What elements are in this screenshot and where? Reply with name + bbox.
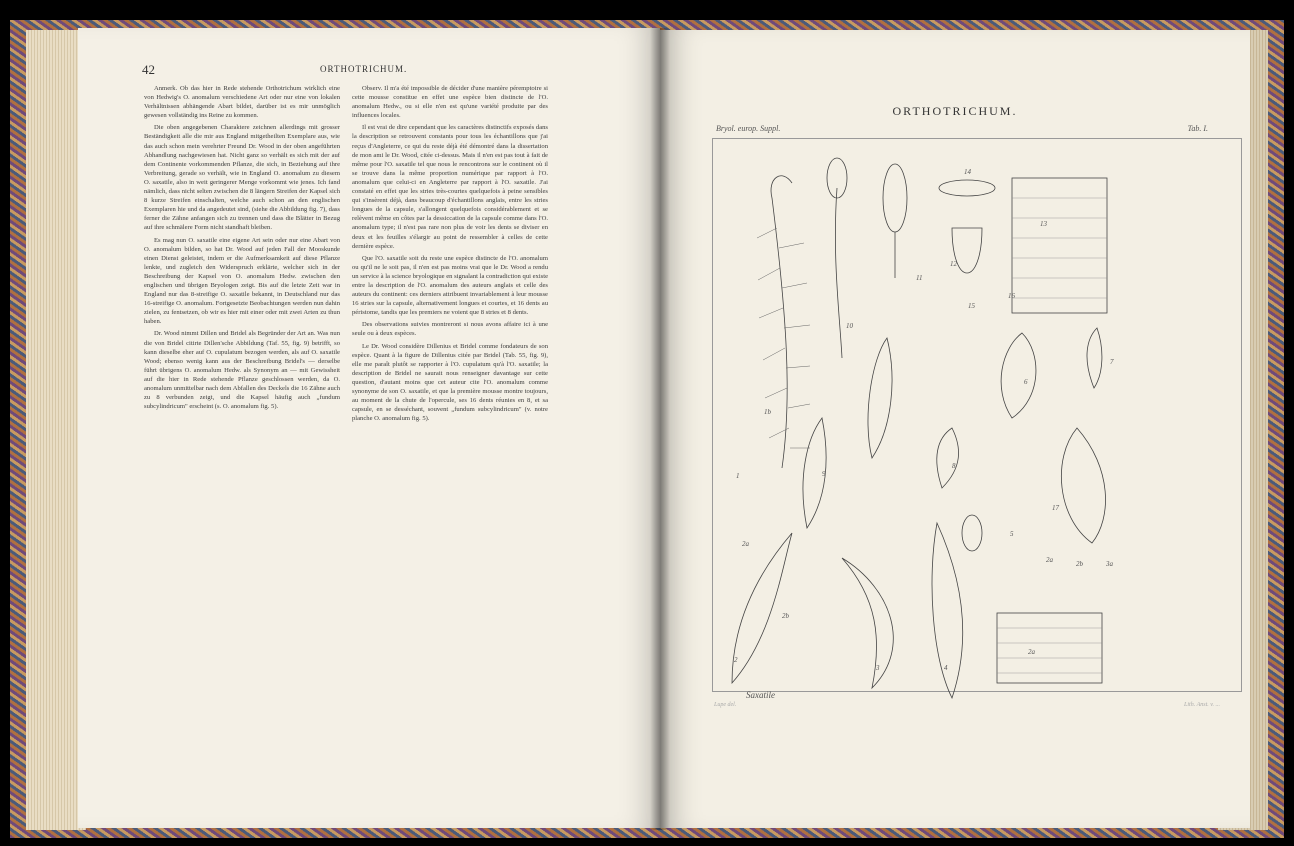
paragraph: Il est vrai de dire cependant que les caractères distinctifs exposés dans la description se retrouvent constants pour tous les échantillons que j'ai reçus d'Angleterre, ce qui du reste déjà été démontré dans la dissertation de mon ami le Dr. Wood, citée ci-dessus. Mais il n'en est pas tout à fait de même pour l'O. saxatile tel que nous le rencontrons sur le continent où il se trouve dans la même proportion numérique par rapport à l'O. anomalum que celui-ci en Angleterre par rapport à l'O. saxatile. J'ai constaté en effet que les stries très-courtes quelquefois à peine sensibles qui s'insèrent déjà, dans beaucoup d'échantillons anglais, entre les stries longues de la capsule, s'allongent quelquefois considérablement et se relèvent même en côtes par la dessiccation de la capsule comme dans l'O. anomalum type; il n'est pas rare non plus de voir les dents se diviser en deux et les feuilles s'élargir au point de ressembler à celles de cette dernière espèce. bbox=[352, 124, 548, 250]
figure-number: 3 bbox=[876, 664, 880, 672]
figure-number: 2a bbox=[742, 540, 749, 548]
german-column bbox=[144, 84, 340, 414]
figure-number: 1b bbox=[764, 408, 771, 416]
running-head: ORTHOTRICHUM. bbox=[320, 64, 408, 74]
figure-number: 2b bbox=[1076, 560, 1083, 568]
fruiting-plant-drawing bbox=[835, 188, 842, 358]
paragraph: Le Dr. Wood considère Dillenius et Bridel comme fondateurs de son espèce. Quant à la figure de Dillenius citée par Bridel (Tab. 55, fig. 9), elle me paraît plutôt se rapporter à l'O. cupulatum qu'à l'O. saxatile; la description de Bridel ne saurait nous renseigner davantage sur cette question, d'autant moins que cet auteur cite l'O. anomalum comme synonyme de son O. saxatile, et que la première mousse montre toujours, au moment de la chute de l'opercule, ses 16 dents réunies en 8, et sa capsule, en se desséchant, souvent „fundum subcylindricum" (v. notre planche O. anomalum fig. 5). bbox=[352, 342, 548, 423]
figure-number: 13 bbox=[1040, 220, 1047, 228]
page-stack-left bbox=[26, 30, 86, 830]
plate-title: ORTHOTRICHUM. bbox=[892, 104, 1018, 118]
leaf-drawing bbox=[868, 338, 892, 458]
figure-number: 16 bbox=[1008, 292, 1015, 300]
figure-number: 2 bbox=[734, 656, 738, 664]
figure-number: 1 bbox=[736, 472, 740, 480]
species-label: Saxatile bbox=[746, 690, 775, 700]
page-number: 42 bbox=[142, 62, 155, 77]
paragraph: Que l'O. saxatile soit du reste une espèce distincte de l'O. anomalum ou qu'il ne le soit pas, il n'en est pas moins vrai que le Dr. Wood a rendu un service à la science bryologique en signalant la contradiction qui existe entre la description de l'O. anomalum des auteurs anglais et celle des auteurs du continent: ces derniers attribuent invariablement à leur mousse 16 stries sur la capsule, alternativement longues et courtes, et 16 dents au péristome, tandis que les premiers ne voient que 8 stries et 8 dents. bbox=[352, 254, 548, 317]
book-gutter bbox=[650, 28, 670, 830]
botanical-plate bbox=[712, 138, 1240, 700]
figure-number: 2a bbox=[1028, 648, 1035, 656]
capsule-drawing bbox=[883, 164, 907, 232]
paragraph: Es mag nun O. saxatile eine eigene Art sein oder nur eine Abart von O. anomalum bilden, so hat Dr. Wood auf jeden Fall der Mooskunde einen Dienst geleistet, indem er die Aufmerksamkeit auf diese Pflanze lenkte, und zugleich den Widerspruch erklärte, welcher sich in der Beschreibung der Kapsel von O. anomalum Hedw. zwischen den englischen und übrigen Bryologen zeigt. Bis auf die letzte Zeit war in England nur das 8-streifige O. saxatile bekannt, in Deutschland nur das 16-streifige O. anomalum. Fortgesetzte Beobachtungen werden nun dahin zielen, zu fentsetzen, ob wir es hier mit einer oder mit zwei Arten zu thun haben. bbox=[144, 236, 340, 326]
figure-number: 3a bbox=[1106, 560, 1113, 568]
right-page bbox=[660, 30, 1250, 828]
figure-number: 2a bbox=[1046, 556, 1053, 564]
figure-number: 15 bbox=[968, 302, 975, 310]
figure-number: 11 bbox=[916, 274, 923, 282]
figure-number: 8 bbox=[952, 462, 956, 470]
french-column bbox=[352, 84, 548, 426]
figure-number: 2b bbox=[782, 612, 789, 620]
plate-source: Bryol. europ. Suppl. bbox=[716, 124, 781, 133]
credit-right: Lith. Anst. v. ... bbox=[1184, 702, 1220, 708]
moss-plant-drawing bbox=[772, 198, 787, 468]
credit-left: Lupe del. bbox=[714, 702, 737, 708]
paragraph: Die oben angegebenen Charaktere zeichnen allerdings mit grosser Beständigkeit alle die mir aus England mitgetheilten Exemplare aus, wie das auch schon mein verehrter Freund Dr. Wood in der oben angeführten Abhandlung nachgewiesen hat. Nicht ganz so verhält es sich mit der auf dem Continente vorkommenden Pflanze, die sich, in Beziehung auf ihre Verbreitung, gerade so verhält, wie in England O. anomalum zu diesem O. saxatile, also in weit geringerer Menge vorkommt wie jenes. Ich fand nämlich, dass nicht selten zwischen die 8 längern Streifen der Kapsel sich 8 kurze Streifen einschalten, welche auch schon an den englischen Exemplaren hie und da angedeutet sind, (siehe die Abbildung fig. 7), dass ferner die Zähne anfangen sich zu trennen und dass die Blätter in Bezug auf ihre schmälere Form nicht standhaft bleiben. bbox=[144, 124, 340, 232]
paragraph: Des observations suivies montreront si nous avons affaire ici à une seule ou à deux espèces. bbox=[352, 321, 548, 338]
paragraph: Observ. Il m'a été impossible de décider d'une manière péremptoire si cette mousse constitue en effet une espèce bien distincte de l'O. anomalum Hedw., ou si elle n'en est qu'une variété produite par des influences locales. bbox=[352, 85, 548, 120]
cell-tissue-drawing bbox=[1012, 178, 1107, 313]
plate-number: Tab. I. bbox=[1187, 124, 1208, 133]
figure-number: 7 bbox=[1110, 358, 1114, 366]
figure-number: 10 bbox=[846, 322, 853, 330]
paragraph: Dr. Wood nimmt Dillen und Bridel als Begründer der Art an. Was nun die von Bridel citirte Dillen'sche Abbildung (Taf. 55, fig. 9) betrifft, so kann dieselbe eher auf O. cupulatum bezogen werden, als auf O. saxatile Wood; ebenso wenig kann aus der Beschreibung Bridel's — derselbe führt übrigens O. anomalum Hedw. als Synonym an — mit Gewissheit auf die hier in Rede stehende Pflanze geschlossen werden, da O. anomalum unmittelbar nach dem Abfallen des Deckels die 16 Zähne auch zu 8 verbunden zeigt, und die Kapsel häufig auch „fundum subcylindricum" erscheint (s. O. anomalum fig. 5). bbox=[144, 330, 340, 411]
figure-number: 9 bbox=[822, 470, 826, 478]
figure-number: 12 bbox=[950, 260, 957, 268]
figure-number: 6 bbox=[1024, 378, 1028, 386]
paragraph: Anmerk. Ob das hier in Rede stehende Orthotrichum wirklich eine von Hedwig's O. anomalum verschiedene Art oder nur eine von lokalen Verhältnissen abhängende Abart bildet, darüber ist es mir unmöglich gewesen vollständig ins Reine zu kommen. bbox=[144, 85, 340, 120]
figure-number: 14 bbox=[964, 168, 971, 176]
figure-number: 4 bbox=[944, 664, 948, 672]
figure-number: 5 bbox=[1010, 530, 1014, 538]
figure-number: 17 bbox=[1052, 504, 1059, 512]
